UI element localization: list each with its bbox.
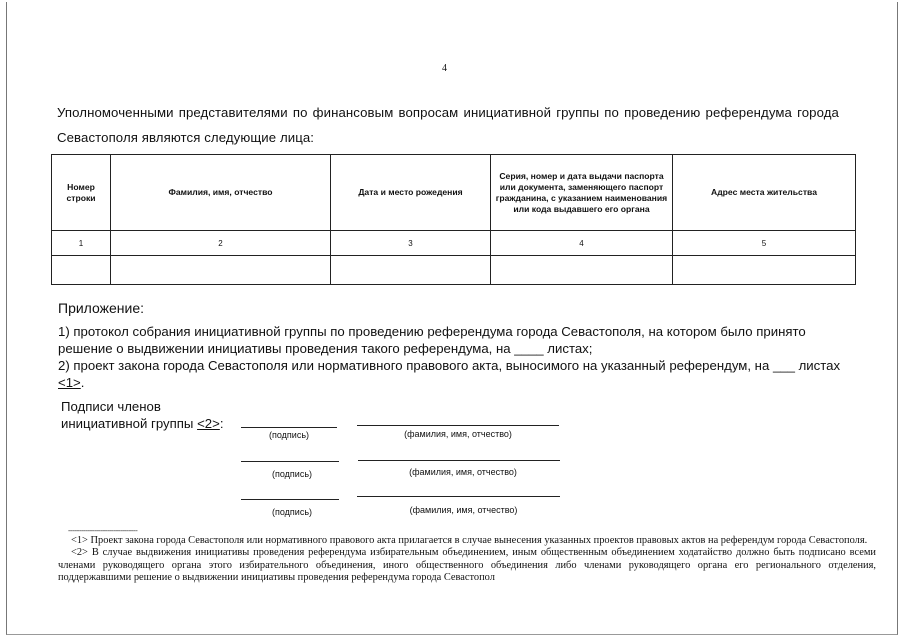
table-cell[interactable] [331, 256, 491, 285]
footnotes [58, 535, 876, 585]
table-header-row [52, 155, 856, 231]
col-number: 1 [52, 231, 111, 256]
appendix-item-2-text: 2) проект закона города Севастополя или нормативного правового акта, выносимого на указанный референдум, на ___ листах [58, 358, 841, 373]
appendix-item-1: 1) протокол собрания инициативной группы по проведению референдума города Севастополя, на котором было принято решение о выдвижении инициативы проведения такого референдума, на ____ листах; [58, 324, 806, 356]
appendix-item-2-end: . [80, 375, 85, 390]
table-row [52, 256, 856, 285]
appendix-section [58, 300, 841, 391]
appendix-item-2 [58, 357, 841, 391]
signature-line[interactable] [241, 461, 339, 462]
table-row-numbering [52, 231, 856, 256]
footnote-ref-1[interactable]: <1> [58, 375, 81, 390]
representatives-table [51, 154, 856, 285]
signatures-label-line1: Подписи членов [61, 399, 161, 414]
name-line[interactable] [358, 460, 560, 461]
signatures-label-colon: : [219, 416, 224, 431]
signature-caption: (подпись) [271, 469, 313, 479]
footnote-1: <1> Проект закона города Севастополя или нормативного правового акта прилагается в случае вынесения указанных проектов правовых актов на референдум города Севастополя. [71, 535, 868, 546]
signature-caption: (подпись) [271, 507, 313, 517]
name-line[interactable] [357, 496, 560, 497]
col-number: 4 [491, 231, 673, 256]
col-header-passport: Серия, номер и дата выдачи паспорта или документа, заменяющего паспорт гражданина, с указанием наименования или кода выдавшего его органа [491, 155, 673, 231]
col-header-birth: Дата и место рожедения [331, 155, 491, 231]
col-header-full-name: Фамилия, имя, отчество [111, 155, 331, 231]
signatures-label-line2 [61, 415, 223, 432]
name-caption: (фамилия, имя, отчество) [404, 429, 512, 439]
footnote-ref-2[interactable]: <2> [197, 416, 220, 431]
page-number: 4 [442, 63, 447, 74]
table-cell[interactable] [52, 256, 111, 285]
signature-line[interactable] [241, 427, 337, 428]
name-caption: (фамилия, имя, отчество) [409, 505, 518, 515]
table-cell[interactable] [111, 256, 331, 285]
col-number: 3 [331, 231, 491, 256]
name-caption: (фамилия, имя, отчество) [409, 467, 517, 477]
appendix-title: Приложение: [58, 300, 145, 316]
col-header-address: Адрес места жительства [673, 155, 856, 231]
table-cell[interactable] [673, 256, 856, 285]
signature-line[interactable] [241, 499, 339, 500]
signatures-label [61, 398, 223, 432]
signature-caption: (подпись) [268, 430, 310, 440]
intro-paragraph: Уполномоченными представителями по финансовым вопросам инициативной группы по проведению референдума города Севастополя являются следующие лица: [57, 105, 839, 145]
table-cell[interactable] [491, 256, 673, 285]
col-number: 2 [111, 231, 331, 256]
col-number: 5 [673, 231, 856, 256]
footnote-separator: -------------------------------- [68, 526, 138, 535]
footnote-2: <2> В случае выдвижения инициативы проведения референдума избирательным объединением, иным общественным объединением ходатайство должно быть подписано всеми членами руководящего органа этого избирательного объединения, иного общественного объединения либо членами руководящего органа его регионального отделения, поддержавшими решение о выдвижении инициативы проведения референдума города Севастопол [58, 547, 876, 584]
signatures-label-text: инициативной группы [61, 416, 198, 431]
name-line[interactable] [357, 425, 559, 426]
col-header-row-number: Номер строки [52, 155, 111, 231]
